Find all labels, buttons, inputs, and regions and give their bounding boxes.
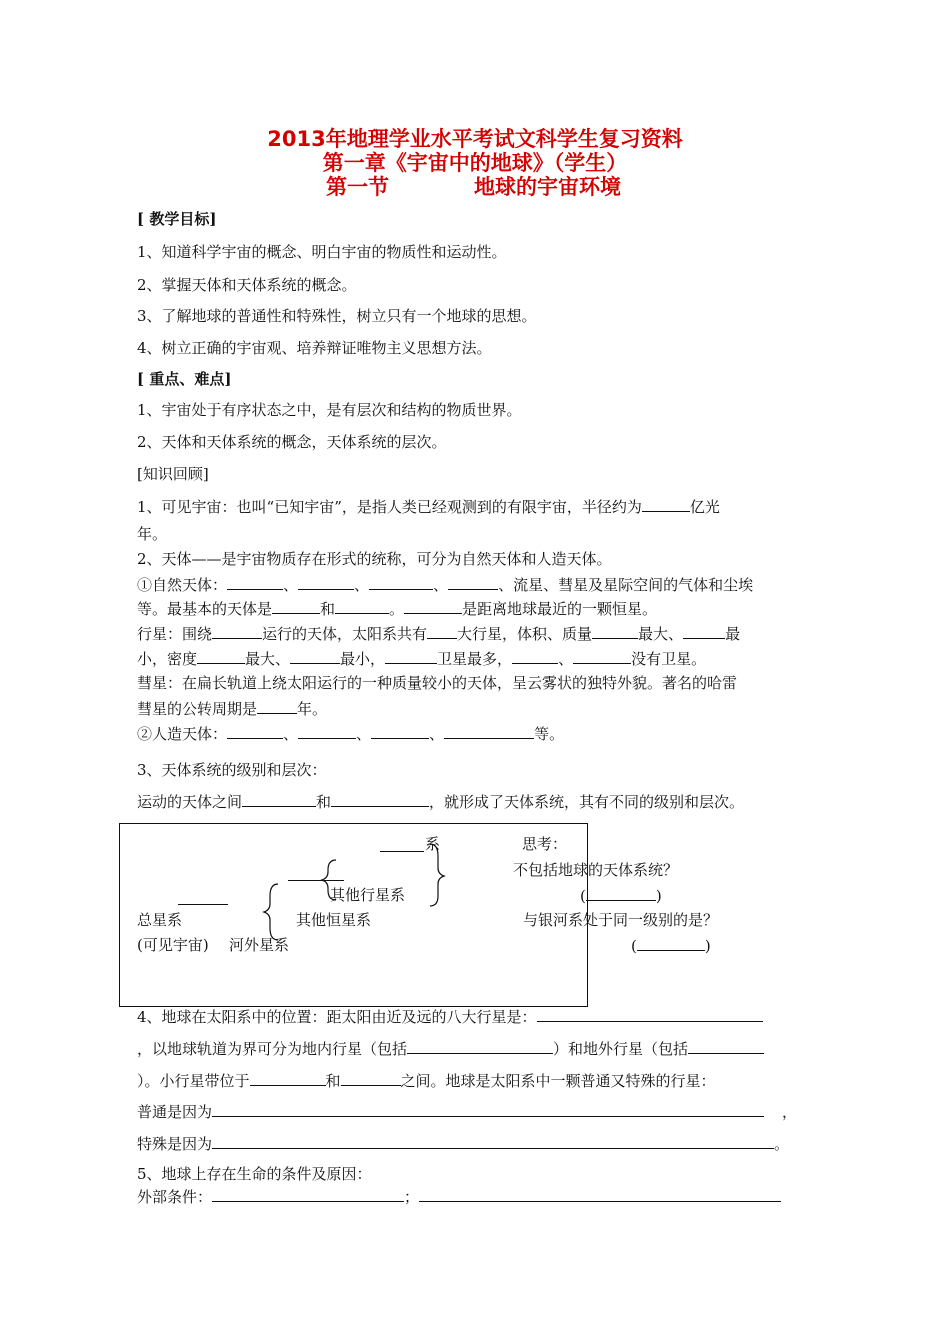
q1-text: 1、可见宇宙：也叫“已知宇宙”，是指人类已经观测到的有限宇宙，半径约为 bbox=[137, 498, 642, 516]
q2-basic-line bbox=[137, 598, 657, 619]
punct: 。 bbox=[774, 1135, 790, 1153]
separator: 、 bbox=[429, 725, 445, 743]
q2-halley-line bbox=[137, 698, 327, 719]
blank-field[interactable] bbox=[335, 598, 389, 614]
blank-field[interactable] bbox=[341, 1070, 401, 1086]
blank-field[interactable] bbox=[212, 1101, 764, 1117]
blank-field[interactable] bbox=[298, 723, 356, 739]
separator: 、 bbox=[433, 576, 449, 594]
blank-field[interactable] bbox=[227, 723, 283, 739]
blank-field[interactable] bbox=[227, 574, 283, 590]
punct: ， bbox=[782, 1103, 798, 1121]
q3-heading: 3、天体系统的级别和层次： bbox=[137, 761, 327, 779]
q4-text: 普通是因为 bbox=[137, 1103, 213, 1121]
q2-artificial-line bbox=[137, 723, 564, 744]
blank-field[interactable] bbox=[586, 885, 656, 901]
small-text: 、 bbox=[558, 650, 574, 668]
artificial-label: ②人造天体： bbox=[137, 725, 228, 743]
paren: ) bbox=[704, 937, 711, 955]
basic-text: 。 bbox=[389, 600, 405, 618]
planet-text: 最 bbox=[725, 625, 741, 643]
objective-item: 1、知道科学宇宙的概念、明白宇宙的物质性和运动性。 bbox=[137, 243, 507, 261]
q4-special-line bbox=[137, 1133, 789, 1154]
small-text: 最小， bbox=[340, 650, 386, 668]
blank-field[interactable] bbox=[512, 648, 558, 664]
blank-field[interactable] bbox=[642, 496, 690, 512]
blank-field[interactable] bbox=[290, 648, 340, 664]
think-question-1: 不包括地球的天体系统？ bbox=[513, 861, 679, 879]
blank-field[interactable] bbox=[448, 574, 498, 590]
planet-text: 大行星，体积、质量 bbox=[457, 625, 593, 643]
q5-text: 外部条件： bbox=[137, 1188, 213, 1206]
small-text: 最大、 bbox=[245, 650, 291, 668]
q2-natural-line bbox=[137, 574, 753, 595]
q2-intro: 2、天体——是宇宙物质存在形式的统称，可分为自然天体和人造天体。 bbox=[137, 550, 612, 568]
blank-field[interactable] bbox=[407, 1038, 553, 1054]
diagram-other-stars: 其他恒星系 bbox=[296, 911, 372, 929]
q2-comet-line: 彗星：在扁长轨道上绕太阳运行的一种质量较小的天体，呈云雾状的独特外貌。著名的哈雷 bbox=[137, 674, 738, 692]
section-number: 第一节 bbox=[326, 175, 389, 199]
keypoint-item: 2、天体和天体系统的概念，天体系统的层次。 bbox=[137, 433, 447, 451]
q4-text: 和 bbox=[325, 1072, 341, 1090]
basic-text: 等。最基本的天体是 bbox=[137, 600, 273, 618]
blank-field[interactable] bbox=[427, 623, 457, 639]
separator: 、 bbox=[354, 576, 370, 594]
paren: ) bbox=[655, 887, 662, 905]
objective-item: 2、掌握天体和天体系统的概念。 bbox=[137, 276, 357, 294]
brace-icon bbox=[264, 884, 278, 940]
small-text: 没有卫星。 bbox=[631, 650, 707, 668]
q4-text: 特殊是因为 bbox=[137, 1135, 213, 1153]
brace-icon bbox=[430, 844, 444, 906]
q1-unit: 亿光 bbox=[689, 498, 720, 516]
blank-field[interactable] bbox=[683, 623, 725, 639]
blank-field[interactable] bbox=[272, 598, 320, 614]
q3-text: 和 bbox=[316, 793, 332, 811]
planet-text: 运行的天体，太阳系共有 bbox=[262, 625, 428, 643]
q5-external-line bbox=[137, 1186, 781, 1207]
diagram-visible-universe: (可见宇宙) bbox=[137, 936, 209, 954]
q1-continuation: 年。 bbox=[137, 525, 168, 543]
blank-field[interactable] bbox=[688, 1038, 764, 1054]
planet-text: 最大、 bbox=[638, 625, 684, 643]
keypoints-heading: [ 重点、难点] bbox=[137, 370, 232, 388]
basic-text: 和 bbox=[320, 600, 336, 618]
separator: 、 bbox=[356, 725, 372, 743]
keypoint-item: 1、宇宙处于有序状态之中，是有层次和结构的物质世界。 bbox=[137, 401, 522, 419]
review-heading: [知识回顾] bbox=[137, 465, 209, 483]
blank-field[interactable] bbox=[419, 1186, 781, 1202]
diagram-braces bbox=[258, 840, 458, 950]
blank-field[interactable] bbox=[331, 791, 429, 807]
brace-icon bbox=[322, 860, 336, 900]
blank-field[interactable] bbox=[212, 1133, 774, 1149]
basic-text: 是距离地球最近的一颗恒星。 bbox=[462, 600, 658, 618]
q4-text: 4、地球在太阳系中的位置：距太阳由近及远的八大行星是： bbox=[137, 1008, 537, 1026]
blank-field[interactable] bbox=[444, 723, 534, 739]
q4-text: ）和地外行星（包括 bbox=[553, 1040, 689, 1058]
separator: 、 bbox=[283, 725, 299, 743]
diagram-xi-label: 系 bbox=[425, 835, 441, 853]
blank-field[interactable] bbox=[257, 698, 297, 714]
blank-field[interactable] bbox=[212, 1186, 404, 1202]
blank-field[interactable] bbox=[178, 904, 228, 905]
q5-heading: 5、地球上存在生命的条件及原因： bbox=[137, 1165, 372, 1183]
q2-small-line bbox=[137, 648, 706, 669]
diagram-extragalactic: 河外星系 bbox=[229, 936, 290, 954]
diagram-total-galaxy: 总星系 bbox=[137, 911, 183, 929]
blank-field[interactable] bbox=[298, 574, 354, 590]
natural-text: 、流星、彗星及星际空间的气体和尘埃 bbox=[498, 576, 754, 594]
q4-line-2 bbox=[137, 1038, 764, 1059]
blank-field[interactable] bbox=[637, 935, 705, 951]
small-text: 卫星最多， bbox=[437, 650, 513, 668]
objective-item: 3、了解地球的普通性和特殊性，树立只有一个地球的思想。 bbox=[137, 307, 537, 325]
q3-text: 运动的天体之间 bbox=[137, 793, 243, 811]
halley-text: 年。 bbox=[297, 700, 328, 718]
paren: ( bbox=[631, 937, 637, 955]
blank-field[interactable] bbox=[371, 723, 429, 739]
blank-field[interactable] bbox=[242, 791, 316, 807]
diagram-other-planets: 其他行星系 bbox=[330, 886, 406, 904]
q4-line-3 bbox=[137, 1070, 716, 1091]
q4-text: ，以地球轨道为界可分为地内行星（包括 bbox=[137, 1040, 408, 1058]
blank-field[interactable] bbox=[573, 648, 631, 664]
q4-line-1 bbox=[137, 1006, 763, 1027]
blank-field[interactable] bbox=[592, 623, 638, 639]
blank-field[interactable] bbox=[369, 574, 433, 590]
objectives-heading: [ 教学目标] bbox=[137, 210, 217, 228]
section-name: 地球的宇宙环境 bbox=[474, 175, 621, 199]
think-label: 思考： bbox=[522, 835, 568, 853]
separator: 、 bbox=[283, 576, 299, 594]
q3-line bbox=[137, 791, 744, 812]
blank-field[interactable] bbox=[250, 1070, 326, 1086]
document-title: 2013年地理学业水平考试文科学生复习资料 bbox=[267, 127, 683, 151]
natural-label: ①自然天体： bbox=[137, 576, 228, 594]
q4-normal-line bbox=[137, 1101, 797, 1122]
small-text: 小，密度 bbox=[137, 650, 198, 668]
planet-text: 行星：围绕 bbox=[137, 625, 213, 643]
q4-text: 之间。地球是太阳系中一颗普通又特殊的行星： bbox=[400, 1072, 716, 1090]
punct: ； bbox=[404, 1188, 420, 1206]
q1-line bbox=[137, 496, 720, 517]
artificial-end: 等。 bbox=[534, 725, 565, 743]
think-answer-2 bbox=[631, 935, 711, 956]
q4-text: ）。小行星带位于 bbox=[137, 1072, 250, 1090]
chapter-title: 第一章《宇宙中的地球》（学生） bbox=[322, 151, 628, 175]
blank-field[interactable] bbox=[212, 623, 262, 639]
blank-field[interactable] bbox=[385, 648, 437, 664]
q2-planet-line bbox=[137, 623, 740, 644]
blank-field[interactable] bbox=[537, 1006, 763, 1022]
blank-field[interactable] bbox=[404, 598, 462, 614]
think-question-2: 与银河系处于同一级别的是？ bbox=[523, 911, 719, 929]
halley-text: 彗星的公转周期是 bbox=[137, 700, 258, 718]
paren: ( bbox=[580, 887, 586, 905]
objective-item: 4、树立正确的宇宙观、培养辩证唯物主义思想方法。 bbox=[137, 339, 492, 357]
think-answer-1 bbox=[580, 885, 662, 906]
q3-text: ，就形成了天体系统，其有不同的级别和层次。 bbox=[429, 793, 745, 811]
blank-field[interactable] bbox=[197, 648, 245, 664]
